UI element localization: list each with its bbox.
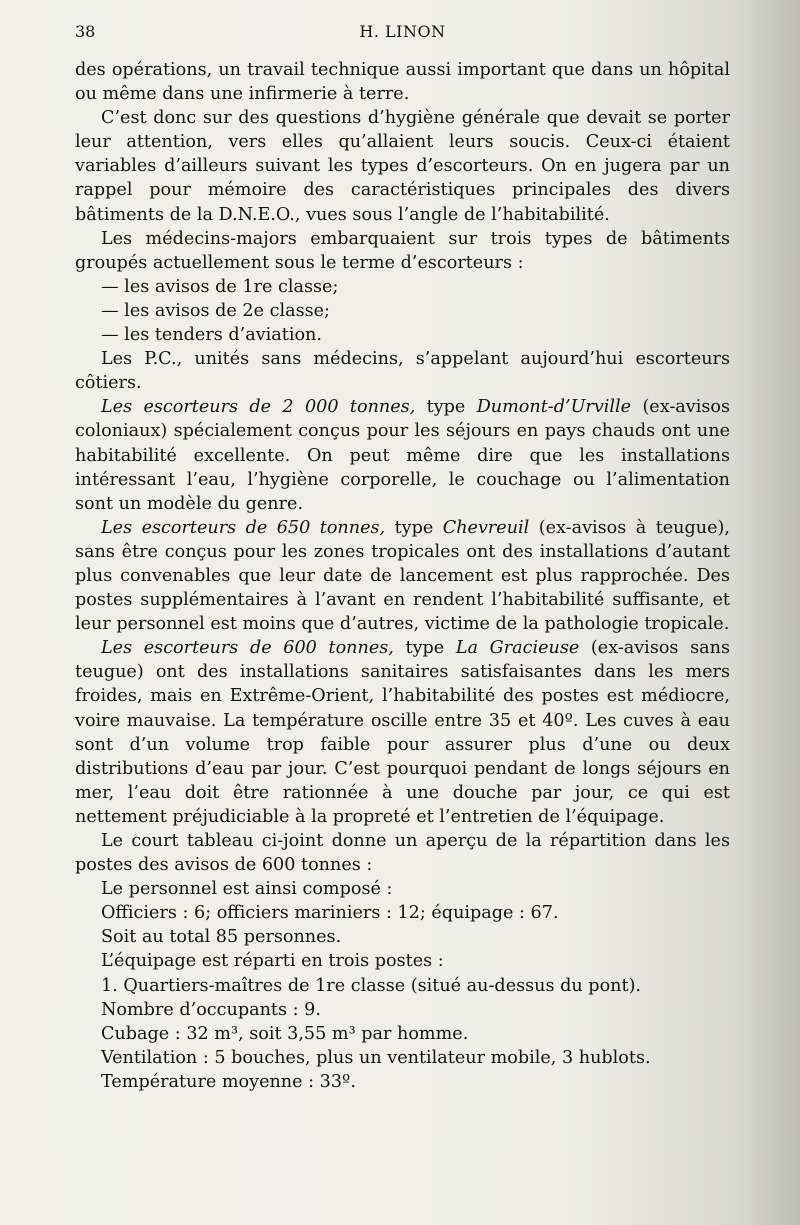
paragraph-escorteurs-650: Les escorteurs de 650 tonnes, type Chevreuil (ex-avisos à teugue), sans être conçus pour les zones tropicales ont des installations d’autant plus convenables que leur date de lancement est plus rapprochée. Des postes supplémentaires à l’avant en rendent l’habitabilité suffisante, et leur personnel est moins que d’autres, victime de la pathologie tropicale. — [75, 517, 730, 635]
ship-name: La Gracieuse — [455, 638, 580, 659]
paragraph-personnel: Le personnel est ainsi composé : — [101, 879, 393, 900]
paragraph-postes: L’équipage est réparti en trois postes : — [101, 951, 444, 972]
list-item: — les avisos de 1re classe; — [101, 276, 339, 297]
paragraph-ship-types-intro: Les médecins-majors embarquaient sur trois types de bâtiments groupés actuellement sous le terme d’escorteurs : — [75, 228, 730, 273]
paragraph-escorteurs-600: Les escorteurs de 600 tonnes, type La Gracieuse (ex-avisos sans teugue) ont des installations sanitaires satisfaisantes dans les mers froides, mais en Extrême-Orient, l’habitabilité des postes est médiocre, voire mauvaise. La température oscille entre 35 et 40º. Les cuves à eau sont d’un volume trop faible pour assurer plus d’une ou deux distributions d’eau par jour. C’est pourquoi pendant de longs séjours en mer, l’eau doit être rationnée à une douche par jour, ce qui est nettement préjudiciable à la propreté et l’entretien de l’équipage. — [75, 638, 730, 827]
page-number: 38 — [75, 22, 96, 41]
page-header — [75, 22, 730, 44]
paragraph-pc-units: Les P.C., unités sans médecins, s’appelant aujourd’hui escorteurs côtiers. — [75, 349, 730, 394]
paragraph-temperature: Température moyenne : 33º. — [101, 1071, 356, 1092]
paragraph-poste-1: 1. Quartiers-maîtres de 1re classe (situé au-dessus du pont). — [101, 975, 642, 996]
paragraph-operations: des opérations, un travail technique aussi important que dans un hôpital ou même dans une infirmerie à terre. — [75, 60, 730, 105]
list-item: — les avisos de 2e classe; — [101, 300, 330, 321]
class-title: Les escorteurs de 600 tonnes, — [101, 638, 394, 659]
paragraph-total: Soit au total 85 personnes. — [101, 927, 342, 948]
paragraph-ventilation: Ventilation : 5 bouches, plus un ventilateur mobile, 3 hublots. — [101, 1047, 651, 1068]
paragraph-tableau: Le court tableau ci-joint donne un aperçu de la répartition dans les postes des avisos de 600 tonnes : — [75, 831, 730, 876]
running-head: H. LINON — [359, 22, 446, 41]
body-text — [75, 58, 730, 1094]
paragraph-escorteurs-2000: Les escorteurs de 2 000 tonnes, type Dumont-d’Urville (ex-avisos coloniaux) spécialement conçus pour les séjours en pays chauds ont une habitabilité excellente. On peut même dire que les installations intéressant l’eau, l’hygiène corporelle, le couchage ou l’alimentation sont un modèle du genre. — [75, 397, 730, 514]
paragraph-hygiene: C’est donc sur des questions d’hygiène générale que devait se porter leur attention, vers elles qu’allaient leurs soucis. Ceux-ci étaient variables d’ailleurs suivant les types d’escorteurs. On en jugera par un rappel pour mémoire des caractéristiques principales des divers bâtiments de la D.N.E.O., vues sous l’angle de l’habitabilité. — [75, 108, 730, 225]
paragraph-officiers: Officiers : 6; officiers mariniers : 12; équipage : 67. — [101, 903, 559, 924]
class-title: Les escorteurs de 650 tonnes, — [101, 517, 386, 538]
ship-name: Chevreuil — [442, 517, 530, 538]
class-title: Les escorteurs de 2 000 tonnes, — [101, 397, 416, 418]
paragraph-occupants: Nombre d’occupants : 9. — [101, 999, 321, 1020]
ship-name: Dumont-d’Urville — [476, 397, 632, 418]
paragraph-cubage: Cubage : 32 m³, soit 3,55 m³ par homme. — [101, 1023, 469, 1044]
list-item: — les tenders d’aviation. — [101, 325, 322, 346]
